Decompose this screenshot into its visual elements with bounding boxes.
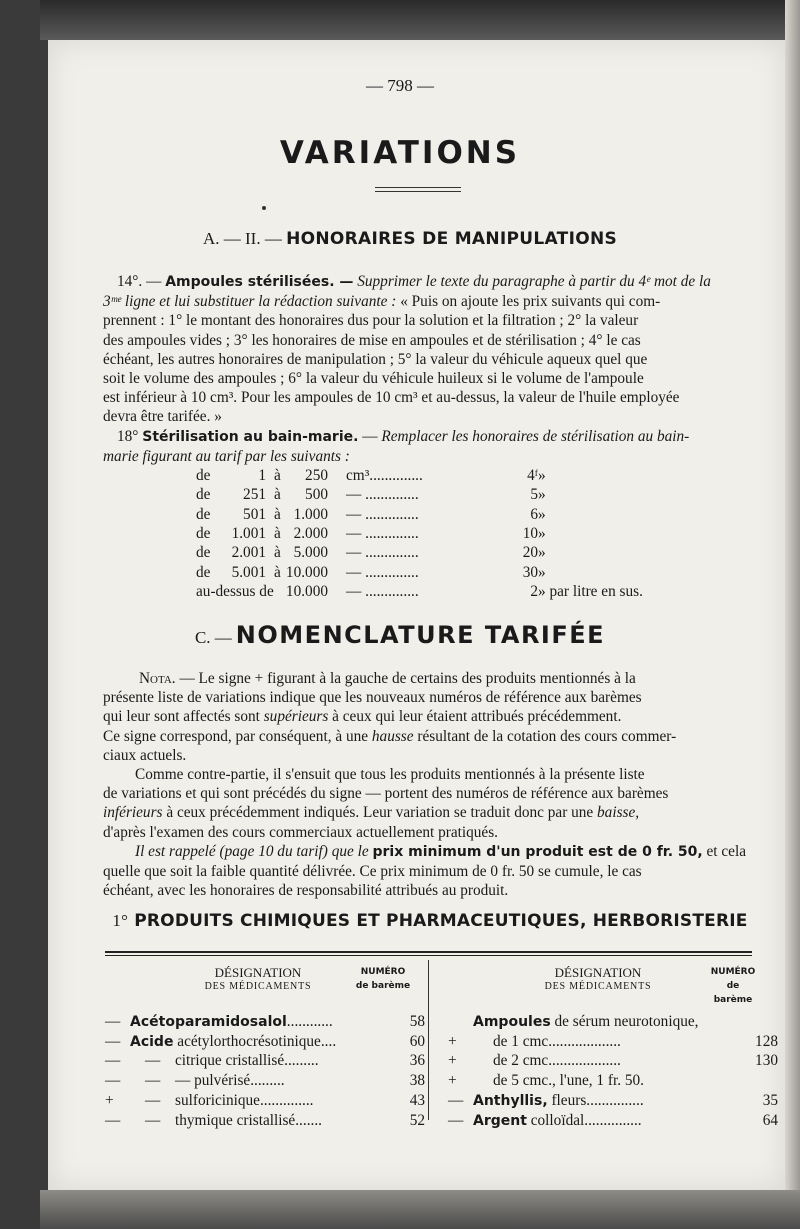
scan-edge-right <box>785 0 800 1229</box>
ditto-dash: — <box>145 1052 161 1070</box>
bareme-number: 35 <box>762 1091 778 1109</box>
rate-cell-a: de <box>196 544 211 562</box>
left-numero-header: NUMÉRO de barème <box>355 967 411 991</box>
variation-sign: — <box>105 1072 121 1090</box>
rate-cell-f: 20 <box>522 544 538 562</box>
rate-cell-c: à <box>274 467 281 484</box>
section-a-prefix: A. — II. — <box>202 229 282 248</box>
drug-detail: thymique cristallisé....... <box>175 1111 322 1129</box>
rate-cell-c: à <box>274 563 281 581</box>
variation-sign: — <box>105 1032 121 1050</box>
ornament-dot <box>262 206 266 210</box>
rate-cell-d: 5.000 <box>293 544 328 562</box>
variation-sign: + <box>448 1032 457 1050</box>
title-rule-top <box>375 187 461 188</box>
rate-cell-b: 2.001 <box>231 544 266 562</box>
rate-row <box>196 564 666 583</box>
rate-cell-d: 2.000 <box>293 524 328 542</box>
drug-detail: colloïdal............... <box>526 1111 642 1129</box>
drug-name: Ampoules <box>473 1014 551 1030</box>
left-list-item <box>105 1052 425 1072</box>
rate-cell-d: 10.000 <box>285 582 328 600</box>
drug-detail: de 1 cmc................... <box>493 1032 621 1050</box>
variation-sign: + <box>105 1091 114 1109</box>
right-list-item <box>448 1092 778 1112</box>
rate-cell-f: 10 <box>522 524 538 542</box>
rate-cell-e: — .............. <box>346 544 419 562</box>
drug-detail: fleurs............... <box>547 1091 644 1109</box>
variation-sign: + <box>448 1052 457 1070</box>
rate-cell-a: de <box>196 505 211 523</box>
right-numero-header: NUMÉRO de barème <box>710 967 756 1005</box>
left-list-item <box>105 1072 425 1092</box>
bareme-number: 60 <box>409 1032 425 1050</box>
variation-sign: + <box>448 1072 457 1090</box>
section-a-title: HONORAIRES DE MANIPULATIONS <box>286 229 618 249</box>
rate-cell-c: à <box>274 524 281 542</box>
rate-cell-g: » par litre en sus. <box>538 582 643 600</box>
drug-detail: de sérum neurotonique, <box>550 1013 699 1030</box>
rate-cell-a: de <box>196 467 211 484</box>
rate-cell-f: 30 <box>522 563 538 581</box>
left-list-item <box>105 1092 425 1112</box>
rate-cell-e: — .............. <box>346 582 419 600</box>
bareme-number: 36 <box>409 1052 425 1070</box>
rate-cell-c: à <box>274 486 281 504</box>
table-rule-top <box>105 951 752 953</box>
bareme-number: 128 <box>755 1032 778 1050</box>
rate-cell-f: 4ᶠ <box>527 467 538 484</box>
rate-row <box>196 583 666 602</box>
table-rule-top-thin <box>105 955 752 956</box>
scan-edge-bottom <box>40 1190 800 1229</box>
rate-cell-c: à <box>274 505 281 523</box>
drug-detail: de 5 cmc., l'une, 1 fr. 50. <box>493 1072 645 1090</box>
rate-cell-g: » <box>538 544 546 562</box>
left-designation-header: DÉSIGNATION DES MÉDICAMENTS <box>204 965 312 992</box>
ditto-dash: — <box>145 1072 161 1090</box>
variation-sign: — <box>448 1091 464 1109</box>
page-title: VARIATIONS <box>279 135 521 171</box>
section-1-number: 1° <box>112 911 129 930</box>
rate-cell-e: cm³.............. <box>346 467 423 484</box>
paragraph-14: 14°. — Ampoules stérilisées. — Supprimer le texte du paragraphe à partir du 4ᵉ mot de la 3ᵐᵉ ligne et lui substituer la rédaction suivante : « Puis on ajoute les prix suivants qui com- prennent : 1° le montant des honoraires dus pour la solution et la filtration ; 2° la valeur des ampoules vides ; 3° les honoraires de mise en ampoules et de stérilisation ; 4° le cas échéant, les autres honoraires de manipulation ; 5° la valeur du véhicule aqueux quel que soit le volume des ampoules ; 6° la valeur du véhicule huileux si le volume de l'ampoule est inférieur à 10 cm³. Pour les ampoules de 10 cm³ et au-dessus, la valeur de l'huile employée devra être tarifée. » 18° Stérilisation au bain-marie. — Remplacer les honoraires de stérilisation au bain- marie figurant au tarif par les suivants : <box>103 273 711 465</box>
rate-cell-f: 5 <box>530 486 538 504</box>
section-a-heading <box>200 229 620 249</box>
rate-cell-f: 6 <box>530 505 538 523</box>
rate-cell-b: 251 <box>243 486 266 504</box>
drug-detail: sulforicinique.............. <box>175 1091 314 1109</box>
rate-cell-a: de <box>196 524 211 542</box>
rate-cell-e: — .............. <box>346 524 419 542</box>
section-1-heading <box>110 911 750 931</box>
rate-cell-b: 501 <box>243 505 266 523</box>
rate-cell-c: à <box>274 544 281 562</box>
right-list-item <box>448 1052 778 1072</box>
section-1-title: PRODUITS CHIMIQUES ET PHARMACEUTIQUES, HERBORISTERIE <box>134 911 748 931</box>
drug-detail: — pulvérisé......... <box>175 1072 285 1090</box>
ditto-dash: — <box>145 1091 161 1109</box>
title-rule-bottom <box>375 191 461 192</box>
bareme-number: 38 <box>409 1072 425 1090</box>
rate-cell-d: 500 <box>305 486 328 504</box>
rate-cell-b: 1.001 <box>231 524 266 542</box>
rate-cell-g: » <box>538 505 546 523</box>
left-list-item <box>105 1013 425 1033</box>
section-c-letter: C. — <box>194 628 232 647</box>
ditto-dash: — <box>145 1111 161 1129</box>
rate-cell-b: 1 <box>258 467 266 484</box>
variation-sign: — <box>105 1052 121 1070</box>
drug-name: Argent <box>473 1112 527 1129</box>
drug-detail: acétylorthocrésotinique.... <box>173 1032 337 1050</box>
rate-cell-a: de <box>196 563 211 581</box>
rate-cell-d: 250 <box>305 467 328 484</box>
drug-name: Acétoparamidosalol <box>130 1014 287 1030</box>
section-c-title: NOMENCLATURE TARIFÉE <box>235 621 606 649</box>
variation-sign: — <box>105 1111 121 1129</box>
drug-detail: de 2 cmc................... <box>493 1052 621 1070</box>
drug-detail: citrique cristallisé......... <box>175 1052 319 1070</box>
rate-cell-d: 10.000 <box>285 563 328 581</box>
left-list-item <box>105 1112 425 1132</box>
rate-cell-d: 1.000 <box>293 505 328 523</box>
bareme-number: 64 <box>762 1111 778 1129</box>
bareme-number: 130 <box>755 1052 778 1070</box>
drug-name: Anthyllis, <box>473 1092 548 1109</box>
page-number: — 798 — <box>366 76 434 95</box>
rate-cell-b: 5.001 <box>231 563 266 581</box>
rate-row <box>196 525 666 544</box>
right-list-item <box>448 1112 778 1132</box>
scan-edge-top <box>40 0 785 40</box>
left-list-item <box>105 1033 425 1053</box>
bareme-number: 52 <box>409 1111 425 1129</box>
rate-cell-g: » <box>538 563 546 581</box>
right-list-item <box>448 1033 778 1053</box>
rate-cell-e: — .............. <box>346 563 419 581</box>
table-column-divider <box>428 960 429 1120</box>
variation-sign: — <box>105 1013 121 1030</box>
drug-detail: ............ <box>286 1013 333 1030</box>
nota-paragraph: Nota. — Le signe + figurant à la gauche de certains des produits mentionnés à la présente liste de variations indique que les nouveaux numéros de référence aux barèmes qui leur sont affectés sont supérieurs à ceux qui leur étaient attribués précédemment. Ce signe correspond, par conséquent, à une hausse résultant de la cotation des cours commer- ciaux actuels. Comme contre-partie, il s'ensuit que tous les produits mentionnés à la présente liste de variations et qui sont précédés du signe — portent des numéros de référence aux barèmes inférieurs à ceux précédemment indiqués. Leur variation se traduit donc par une baisse, d'après l'examen des cours commerciaux actuellement pratiqués. Il est rappelé (page 10 du tarif) que le prix minimum d'un produit est de 0 fr. 50, et cela quelle que soit la faible quantité délivrée. Ce prix minimum de 0 fr. 50 se cumule, le cas échéant, avec les honoraires de responsabilité attribués au produit. <box>103 670 746 900</box>
rate-row <box>196 506 666 525</box>
rate-cell-a: au-dessus de <box>196 582 274 600</box>
rate-row <box>196 467 666 486</box>
rate-row <box>196 486 666 505</box>
drug-name: Acide <box>130 1033 174 1050</box>
rate-cell-g: » <box>538 467 546 484</box>
section-c-heading <box>150 621 650 649</box>
bareme-number: 43 <box>409 1091 425 1109</box>
right-designation-header: DÉSIGNATION DES MÉDICAMENTS <box>544 965 652 992</box>
rate-cell-e: — .............. <box>346 505 419 523</box>
right-list-item <box>448 1072 778 1092</box>
right-list-item <box>448 1013 778 1033</box>
rate-cell-a: de <box>196 486 211 504</box>
rate-cell-e: — .............. <box>346 486 419 504</box>
rate-cell-g: » <box>538 524 546 542</box>
document-page <box>48 40 785 1190</box>
variation-sign: — <box>448 1111 464 1129</box>
rate-cell-f: 2 <box>530 582 538 600</box>
rate-cell-g: » <box>538 486 546 504</box>
rate-row <box>196 544 666 563</box>
bareme-number: 58 <box>409 1013 425 1030</box>
